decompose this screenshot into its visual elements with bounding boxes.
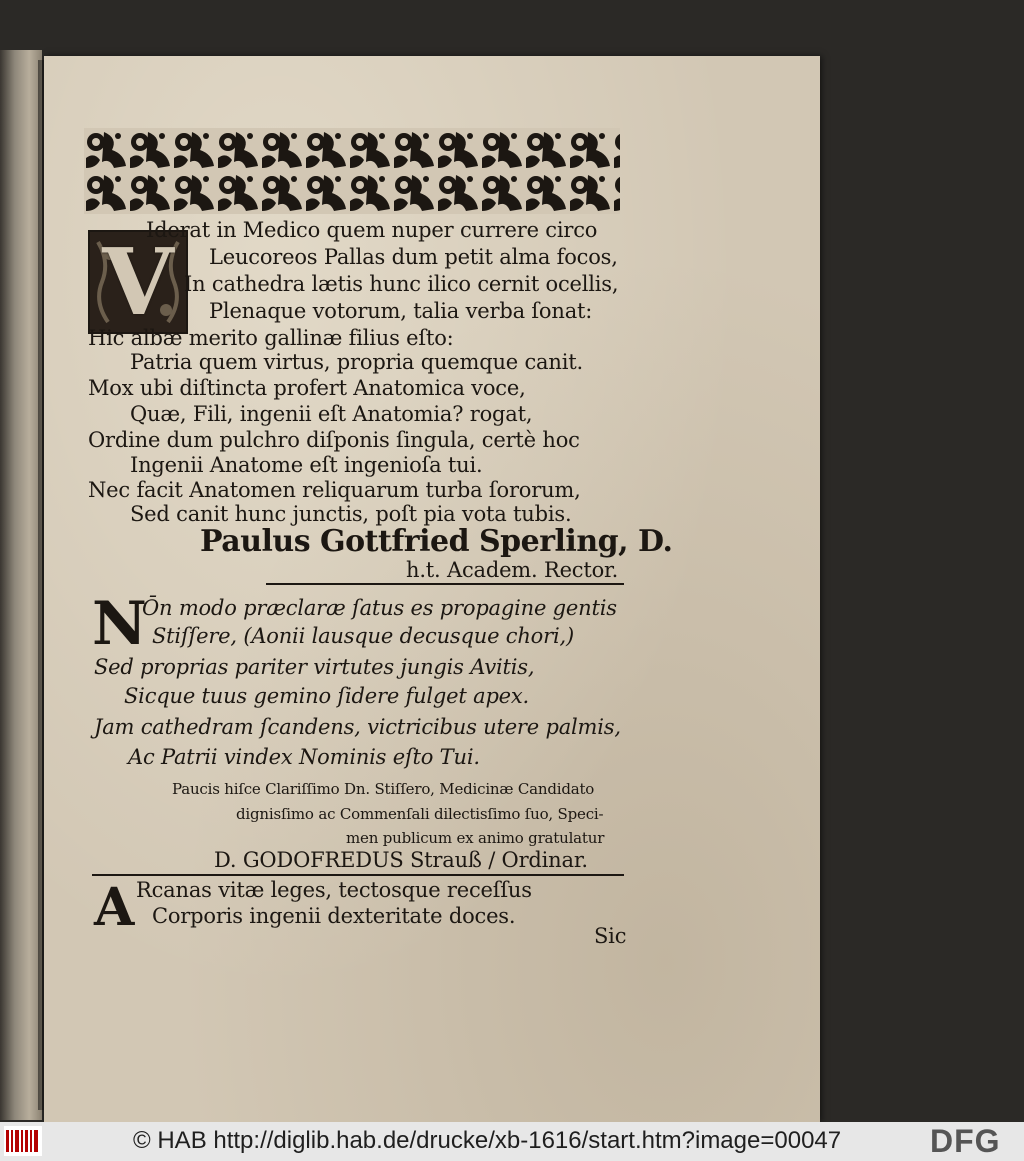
dedication-line-1: Paucis hiſce Clariſſimo Dn. Stiſſero, Medicinæ Candidato bbox=[172, 780, 595, 798]
poem3-line-2: Corporis ingenii dexteritate doces. bbox=[152, 904, 516, 928]
catchword: Sic bbox=[594, 924, 627, 948]
poem2-line-4: Sicque tuus gemino ſidere fulget apex. bbox=[124, 684, 530, 708]
poem1-line-4: Plenaque votorum, talia verba ſonat: bbox=[209, 299, 593, 323]
poem2-signature: D. GODOFREDUS Strauß / Ordinar. bbox=[214, 848, 588, 872]
poem1-line-5: Hic albæ merito gallinæ filius eſto: bbox=[88, 326, 454, 350]
poem1-line-12: Sed canit hunc junctis, poſt pia vota tubis. bbox=[130, 502, 572, 526]
initial-a: A bbox=[94, 877, 135, 938]
poem1-line-8: Quæ, Fili, ingenii eſt Anatomia? rogat, bbox=[130, 402, 533, 426]
poem1-line-9: Ordine dum pulchro diſponis ſingula, certè hoc bbox=[88, 428, 580, 452]
poem1-line-2: Leucoreos Pallas dum petit alma focos, bbox=[209, 245, 618, 269]
ornament-svg bbox=[84, 128, 620, 214]
dedication-line-2: dignisſimo ac Commenſali dilectisſimo ſuo, Speci- bbox=[236, 805, 604, 823]
copyright-link[interactable]: © HAB http://diglib.hab.de/drucke/xb-1616/start.htm?image=00047 bbox=[133, 1127, 842, 1154]
dedication-line-3: men publicum ex animo gratulatur bbox=[346, 829, 605, 847]
poem1-line-3: In cathedra lætis hunc ilico cernit ocellis, bbox=[184, 272, 619, 296]
footer-bar bbox=[0, 1122, 1024, 1161]
initial-n: N bbox=[92, 589, 147, 659]
poem1-line-6: Patria quem virtus, propria quemque canit. bbox=[130, 350, 583, 374]
ornament-band bbox=[84, 128, 620, 214]
poem1-line-1: Iderat in Medico quem nuper currere circo bbox=[146, 218, 598, 242]
poem2-line-2: Stiſſere, (Aonii lausque decusque chori,) bbox=[152, 624, 574, 648]
poem2-line-5: Jam cathedram ſcandens, victricibus utere palmis, bbox=[94, 715, 621, 739]
dfg-logo: DFG bbox=[930, 1123, 1001, 1159]
poem1-signature: Paulus Gottfried Sperling, D. bbox=[200, 524, 673, 559]
decorated-initial-v bbox=[88, 230, 188, 334]
book-page bbox=[44, 56, 820, 1122]
poem2-line-6: Ac Patrii vindex Nominis eſto Tui. bbox=[128, 745, 480, 769]
poem2-line-3: Sed proprias pariter virtutes jungis Avitis, bbox=[94, 655, 535, 679]
poem3-line-1: Rcanas vitæ leges, tectosque receſſus bbox=[136, 878, 532, 902]
poem1-line-11: Nec facit Anatomen reliquarum turba ſororum, bbox=[88, 478, 581, 502]
barcode-icon bbox=[4, 1126, 42, 1156]
section-rule-2 bbox=[92, 874, 624, 876]
poem1-line-7: Mox ubi diſtincta profert Anatomica voce, bbox=[88, 376, 526, 400]
poem1-author-title: h.t. Academ. Rector. bbox=[406, 558, 619, 582]
previous-page-edge bbox=[0, 50, 42, 1120]
section-rule-1 bbox=[266, 583, 624, 585]
poem2-line-1: Ōn modo præclaræ ſatus es propagine gentis bbox=[142, 596, 617, 620]
initial-letter: V bbox=[102, 230, 174, 334]
poem1-line-10: Ingenii Anatome eſt ingenioſa tui. bbox=[130, 453, 483, 477]
